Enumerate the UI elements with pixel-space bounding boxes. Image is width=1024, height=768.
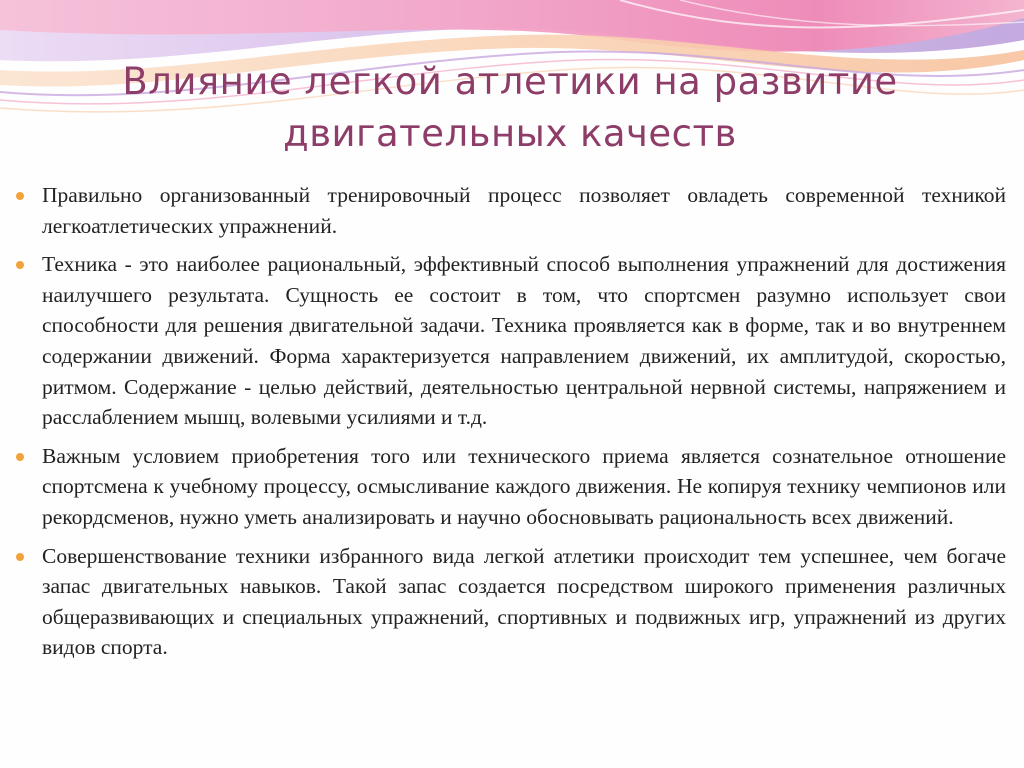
bullet-text: Совершенствование техники избранного вида легкой атлетики происходит тем успешнее, чем богаче запас двигательных навыков. Такой запас создается посредством широкого применения различных общеразвивающих и специальных упражнений, спортивных и подвижных игр, упражнений из других видов спорта. xyxy=(42,543,1006,660)
bullet-text: Техника - это наиболее рациональный, эффективный способ выполнения упражнений для достижения наилучшего результата. Сущность ее состоит в том, что спортсмен разумно использует свои способности для решения двигательной задачи. Техника проявляется как в форме, так и во внутреннем содержании движений. Форма характеризуется направлением движений, их амплитудой, скоростью, ритмом. Содержание - целью действий, деятельностью центральной нервной системы, напряжением и расслаблением мышц, волевыми усилиями и т.д. xyxy=(42,252,1006,430)
bullet-text: Правильно организованный тренировочный процесс позволяет овладеть современной техникой легкоатлетических упражнений. xyxy=(42,183,1006,238)
bullet-icon xyxy=(16,261,24,269)
bullet-icon xyxy=(16,553,24,561)
slide-title: Влияние легкой атлетики на развитие двигательных качеств xyxy=(122,60,898,155)
bullet-text: Важным условием приобретения того или технического приема является сознательное отношение спортсмена к учебному процессу, осмысливание каждого движения. Не копируя технику чемпионов или рекордсменов, нужно уметь анализировать и научно обосновывать рациональность всех движений. xyxy=(42,443,1006,529)
bullet-item xyxy=(16,441,1006,533)
bullet-item xyxy=(16,180,1006,241)
bullet-list xyxy=(16,180,1006,663)
bullet-item xyxy=(16,249,1006,433)
bullet-icon xyxy=(16,192,24,200)
bullet-icon xyxy=(16,453,24,461)
slide-body xyxy=(16,180,1006,671)
bullet-item xyxy=(16,541,1006,663)
